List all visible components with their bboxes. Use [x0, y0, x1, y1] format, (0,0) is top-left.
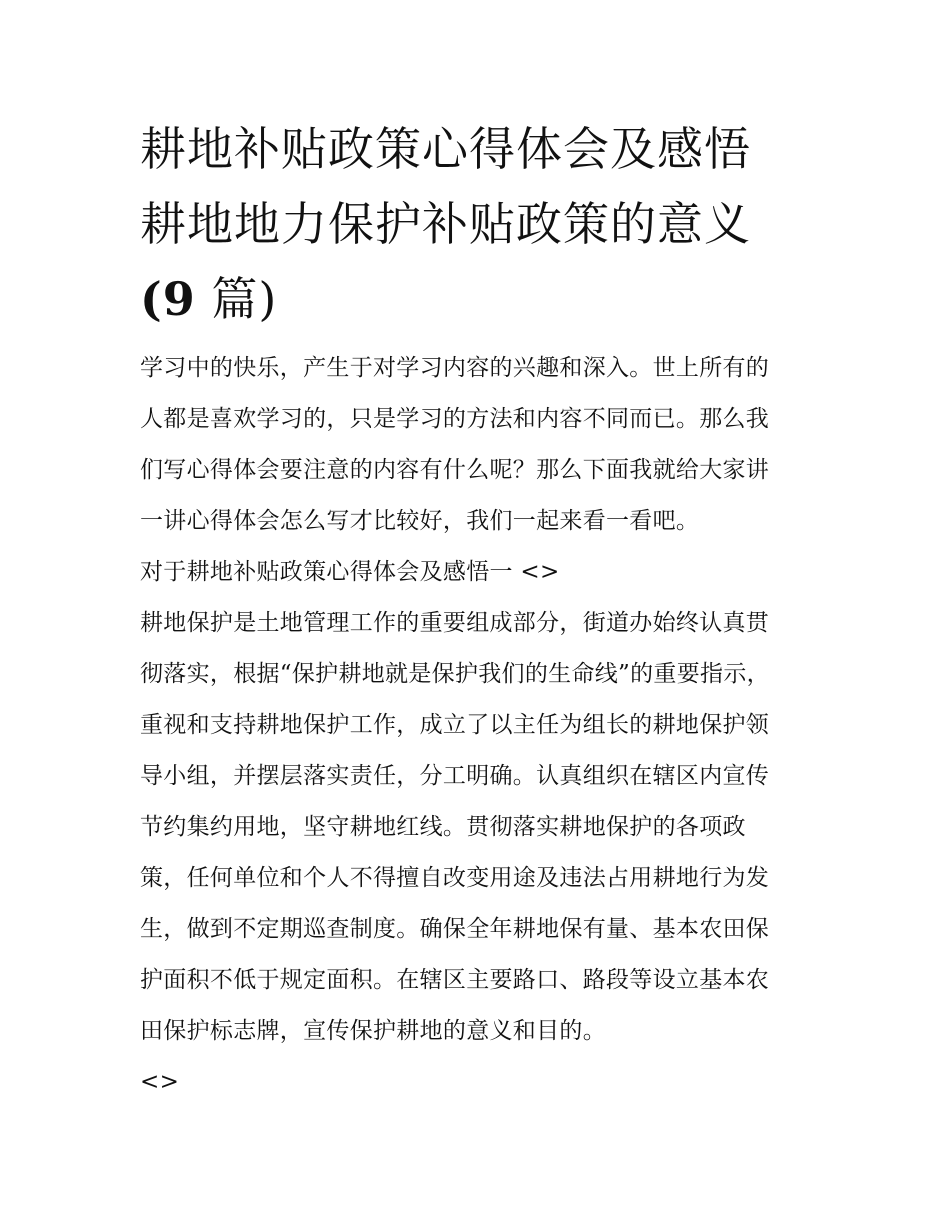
intro-paragraph — [140, 343, 815, 547]
body-line: 重视和支持耕地保护工作，成立了以主任为组长的耕地保护领 — [140, 712, 770, 738]
document-title — [140, 112, 815, 337]
title-count-unit: 篇) — [211, 272, 278, 326]
body-line: 彻落实，根据“保护耕地就是保护我们的生命线”的重要指示， — [140, 661, 770, 687]
intro-line: 人都是喜欢学习的，只是学习的方法和内容不同而已。那么我 — [140, 406, 770, 432]
body-line: 节约集约用地，坚守耕地红线。贯彻落实耕地保护的各项政 — [140, 814, 746, 840]
title-line-1: 耕地补贴政策心得体会及感悟 — [140, 122, 751, 176]
intro-line: 们写心得体会要注意的内容有什么呢？那么下面我就给大家讲 — [140, 457, 770, 483]
document-page — [140, 112, 815, 1108]
body-line: 策，任何单位和个人不得擅自改变用途及违法占用耕地行为发 — [140, 865, 770, 891]
body-line: 护面积不低于规定面积。在辖区主要路口、路段等设立基本农 — [140, 967, 770, 993]
title-line-3 — [140, 262, 815, 337]
trailing-marker: <> — [140, 1069, 180, 1095]
body-paragraph — [140, 598, 815, 1057]
body-line: 耕地保护是土地管理工作的重要组成部分，街道办始终认真贯 — [140, 610, 770, 636]
body-line: 导小组，并摆层落实责任，分工明确。认真组织在辖区内宣传 — [140, 763, 770, 789]
title-count-number: (9 — [140, 272, 196, 326]
body-line: 生，做到不定期巡查制度。确保全年耕地保有量、基本农田保 — [140, 916, 770, 942]
intro-line: 学习中的快乐，产生于对学习内容的兴趣和深入。世上所有的 — [140, 355, 770, 381]
intro-line: 一讲心得体会怎么写才比较好，我们一起来看一看吧。 — [140, 508, 700, 534]
title-line-2: 耕地地力保护补贴政策的意义 — [140, 197, 751, 251]
body-line: 田保护标志牌，宣传保护耕地的意义和目的。 — [140, 1018, 606, 1044]
section-heading: 对于耕地补贴政策心得体会及感悟一 <> — [140, 559, 560, 585]
